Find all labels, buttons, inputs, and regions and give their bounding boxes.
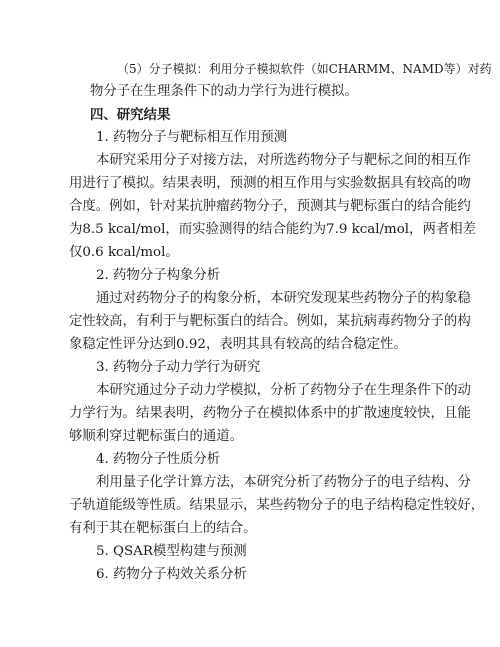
subsection-heading: 6. 药物分子构效关系分析 <box>96 567 247 582</box>
text-line: 为8.5 kcal/mol，而实验测得的结合能约为7.9 kcal/mol，两者相差 <box>69 222 477 237</box>
text-line: 物分子在生理条件下的动力学行为进行模拟。 <box>90 84 358 99</box>
text-line: 利用量子化学计算方法，本研究分析了药物分子的电子结构、分 <box>96 475 471 490</box>
subsection-heading: 1. 药物分子与靶标相互作用预测 <box>96 130 288 145</box>
text-line: 象稳定性评分达到0.92，表明其具有较高的结合稳定性。 <box>69 337 407 352</box>
text-line: 力学行为。结果表明，药物分子在模拟体系中的扩散速度较快，且能 <box>69 406 471 421</box>
subsection-heading: 2. 药物分子构象分析 <box>96 268 221 283</box>
text-line: 通过对药物分子的构象分析，本研究发现某些药物分子的构象稳 <box>96 291 471 306</box>
subsection-heading: 4. 药物分子性质分析 <box>96 452 221 467</box>
text-line: 合度。例如，针对某抗肿瘤药物分子，预测其与靶标蛋白的结合能约 <box>69 199 471 214</box>
text-line: （5）分子模拟：利用分子模拟软件（如CHARMM、NAMD等）对药 <box>117 62 492 76</box>
text-line: 本研究通过分子动力学模拟，分析了药物分子在生理条件下的动 <box>96 383 471 398</box>
text-line: 定性较高，有利于与靶标蛋白的结合。例如，某抗病毒药物分子的构 <box>69 314 471 329</box>
subsection-heading: 3. 药物分子动力学行为研究 <box>96 360 261 375</box>
text-line: 本研究采用分子对接方法，对所选药物分子与靶标之间的相互作 <box>96 153 471 168</box>
section-heading: 四、研究结果 <box>90 107 171 123</box>
text-line: 够顺利穿过靶标蛋白的通道。 <box>69 429 244 444</box>
text-line: 用进行了模拟。结果表明，预测的相互作用与实验数据具有较高的吻 <box>69 176 471 191</box>
text-line: 有利于其在靶标蛋白上的结合。 <box>69 521 257 536</box>
text-line: 仅0.6 kcal/mol。 <box>69 245 179 260</box>
text-line: 子轨道能级等性质。结果显示，某些药物分子的电子结构稳定性较好， <box>69 498 485 513</box>
subsection-heading: 5. QSAR模型构建与预测 <box>96 544 247 559</box>
